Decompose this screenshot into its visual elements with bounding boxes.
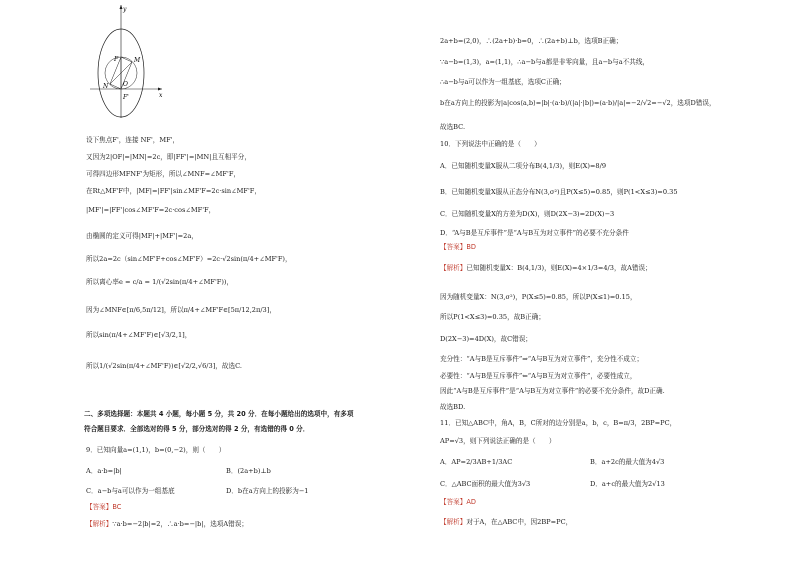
text-line: ∵a−b=(1,3)，a=(1,1)，∴a−b与a都是非零向量，且a−b与a不共线， [440, 58, 650, 66]
question-10: 10．下列说法中正确的是（ ） [440, 140, 541, 148]
text-line: AP=√3，则下列说法正确的是（ ） [440, 437, 556, 445]
option-c: C．已知随机变量X的方差为D(X)，则D(2X−3)=2D(X)−3 [440, 210, 615, 218]
label-y: y [123, 6, 127, 13]
answer-tag: 【答案】AD [440, 498, 476, 506]
text-line: 设下焦点F'，连接 NF'，MF'， [86, 136, 180, 144]
option-d: D．“A与B是互斥事件”是“A与B互为对立事件”的必要不充分条件 [440, 229, 629, 237]
option-b: B．(2a+b)⊥b [226, 467, 271, 475]
text-line: 所以1/(√2sin(π/4+∠MF'F))∈[√2/2,√6/3]，故选C. [86, 362, 242, 370]
text-line: 因为∠MNF∈[π/6,5π/12]，所以π/4+∠MF'F∈[5π/12,2π/3]， [86, 306, 276, 314]
text-line: 可得四边形MFNF'为矩形，所以∠MNF=∠MF'F， [86, 170, 240, 178]
answer-tag: 【答案】BC [86, 503, 122, 511]
ellipse-figure [86, 0, 176, 125]
text-line: 充分性：“A与B是互斥事件”⇒“A与B互为对立事件”，充分性不成立； [440, 355, 644, 363]
text-line: 必要性：“A与B是互斥事件”⇐“A与B互为对立事件”，必要性成立， [440, 372, 637, 380]
section-heading: 二、多项选择题：本题共 4 小题，每小题 5 分，共 20 分．在每小题给出的选项中，有多项 [84, 410, 354, 418]
label-x: x [159, 92, 163, 99]
text-line: 2a+b=(2,0)，∴(2a+b)·b=0，∴(2a+b)⊥b，选项B正确； [440, 37, 623, 45]
label-M: M [134, 57, 141, 64]
option-b: B．a+2c的最大值为4√3 [590, 458, 665, 466]
option-a: A．a·b=|b| [86, 467, 122, 475]
answer-tag: 【答案】BD [440, 243, 476, 251]
option-d: D．b在a方向上的投影为−1 [226, 487, 309, 495]
section-heading: 符合题目要求．全部选对的得 5 分，部分选对的得 2 分，有选错的得 0 分． [84, 425, 310, 433]
analysis-tag: 【解析】 [440, 518, 467, 526]
analysis-line: 【解析】∵a·b=−2|b|=2，∴a·b=−|b|，选项A错误； [86, 520, 248, 528]
option-a: A．已知随机变量X服从二项分布B(4,1/3)，则E(X)=8/9 [440, 162, 607, 170]
label-Fp: F' [123, 94, 129, 101]
text-line: D(2X−3)=4D(X)，故C错误； [440, 335, 532, 343]
question-11: 11．已知△ABC中，角A，B，C所对的边分别是a，b，c，B=π/3，2BP=PC， [440, 419, 677, 427]
question-9: 9．已知向量a=(1,1)，b=(0,−2)，则（ ） [86, 446, 226, 454]
text-line: 故选BD. [440, 403, 466, 411]
option-b: B．已知随机变量X服从正态分布N(3,σ²)且P(X≤5)=0.85，则P(1<X≤3)=0.35 [440, 188, 678, 196]
text-line: 由椭圆的定义可得|MF|+|MF'|=2a， [86, 232, 198, 240]
option-c: C．a−b与a可以作为一组基底 [86, 487, 175, 495]
text-line: |MF'|=|FF'|cos∠MF'F=2c·cos∠MF'F， [86, 206, 216, 214]
analysis-tag: 【解析】 [440, 264, 467, 272]
analysis-line: 【解析】已知随机变量X：B(4,1/3)，则E(X)=4×1/3=4/3，故A错误； [440, 264, 652, 272]
analysis-line: 【解析】对于A，在△ABC中，因2BP=PC， [440, 518, 573, 526]
analysis-tag: 【解析】 [86, 520, 113, 528]
label-F: F [114, 56, 119, 63]
text-line: 所以离心率e = c/a = 1/(√2sin(π/4+∠MF'F))， [86, 278, 234, 286]
text-line: 所以sin(π/4+∠MF'F)∈[√3/2,1]， [86, 331, 192, 339]
option-d: D．a+c的最大值为2√13 [590, 480, 665, 488]
text-line: ∴a−b与a可以作为一组基底，选项C正确； [440, 78, 566, 86]
text-line: 故选BC. [440, 123, 466, 131]
text-line: 所以P(1<X≤3)=0.35，故B正确； [440, 313, 545, 321]
text-line: 又因为2|OF|=|MN|=2c，即|FF'|=|MN|且互相平分， [86, 153, 251, 161]
label-N: N [103, 83, 109, 90]
text-line: b在a方向上的投影为|a|cos⟨a,b⟩=|b|·(a·b)/(|a|·|b|)=(a·b)/|a|=−2/√2=−√2，选项D错误， [440, 99, 716, 107]
option-a: A．AP=2/3AB+1/3AC [440, 458, 513, 466]
option-c: C．△ABC面积的最大值为3√3 [440, 480, 531, 488]
text-line: 因此“A与B是互斥事件”是“A与B互为对立事件”的必要不充分条件，故D正确. [440, 387, 665, 395]
text-line: 所以2a=2c（sin∠MF'F+cos∠MF'F）=2c·√2sin(π/4+∠MF'F)， [86, 255, 292, 263]
text-line: 在Rt△MF'F中，|MF|=|FF'|sin∠MF'F=2c·sin∠MF'F， [86, 187, 261, 195]
text-line: 因为随机变量X：N(3,σ²)，P(X≤5)=0.85，所以P(X≤1)=0.15， [440, 293, 637, 301]
label-O: O [123, 81, 128, 88]
